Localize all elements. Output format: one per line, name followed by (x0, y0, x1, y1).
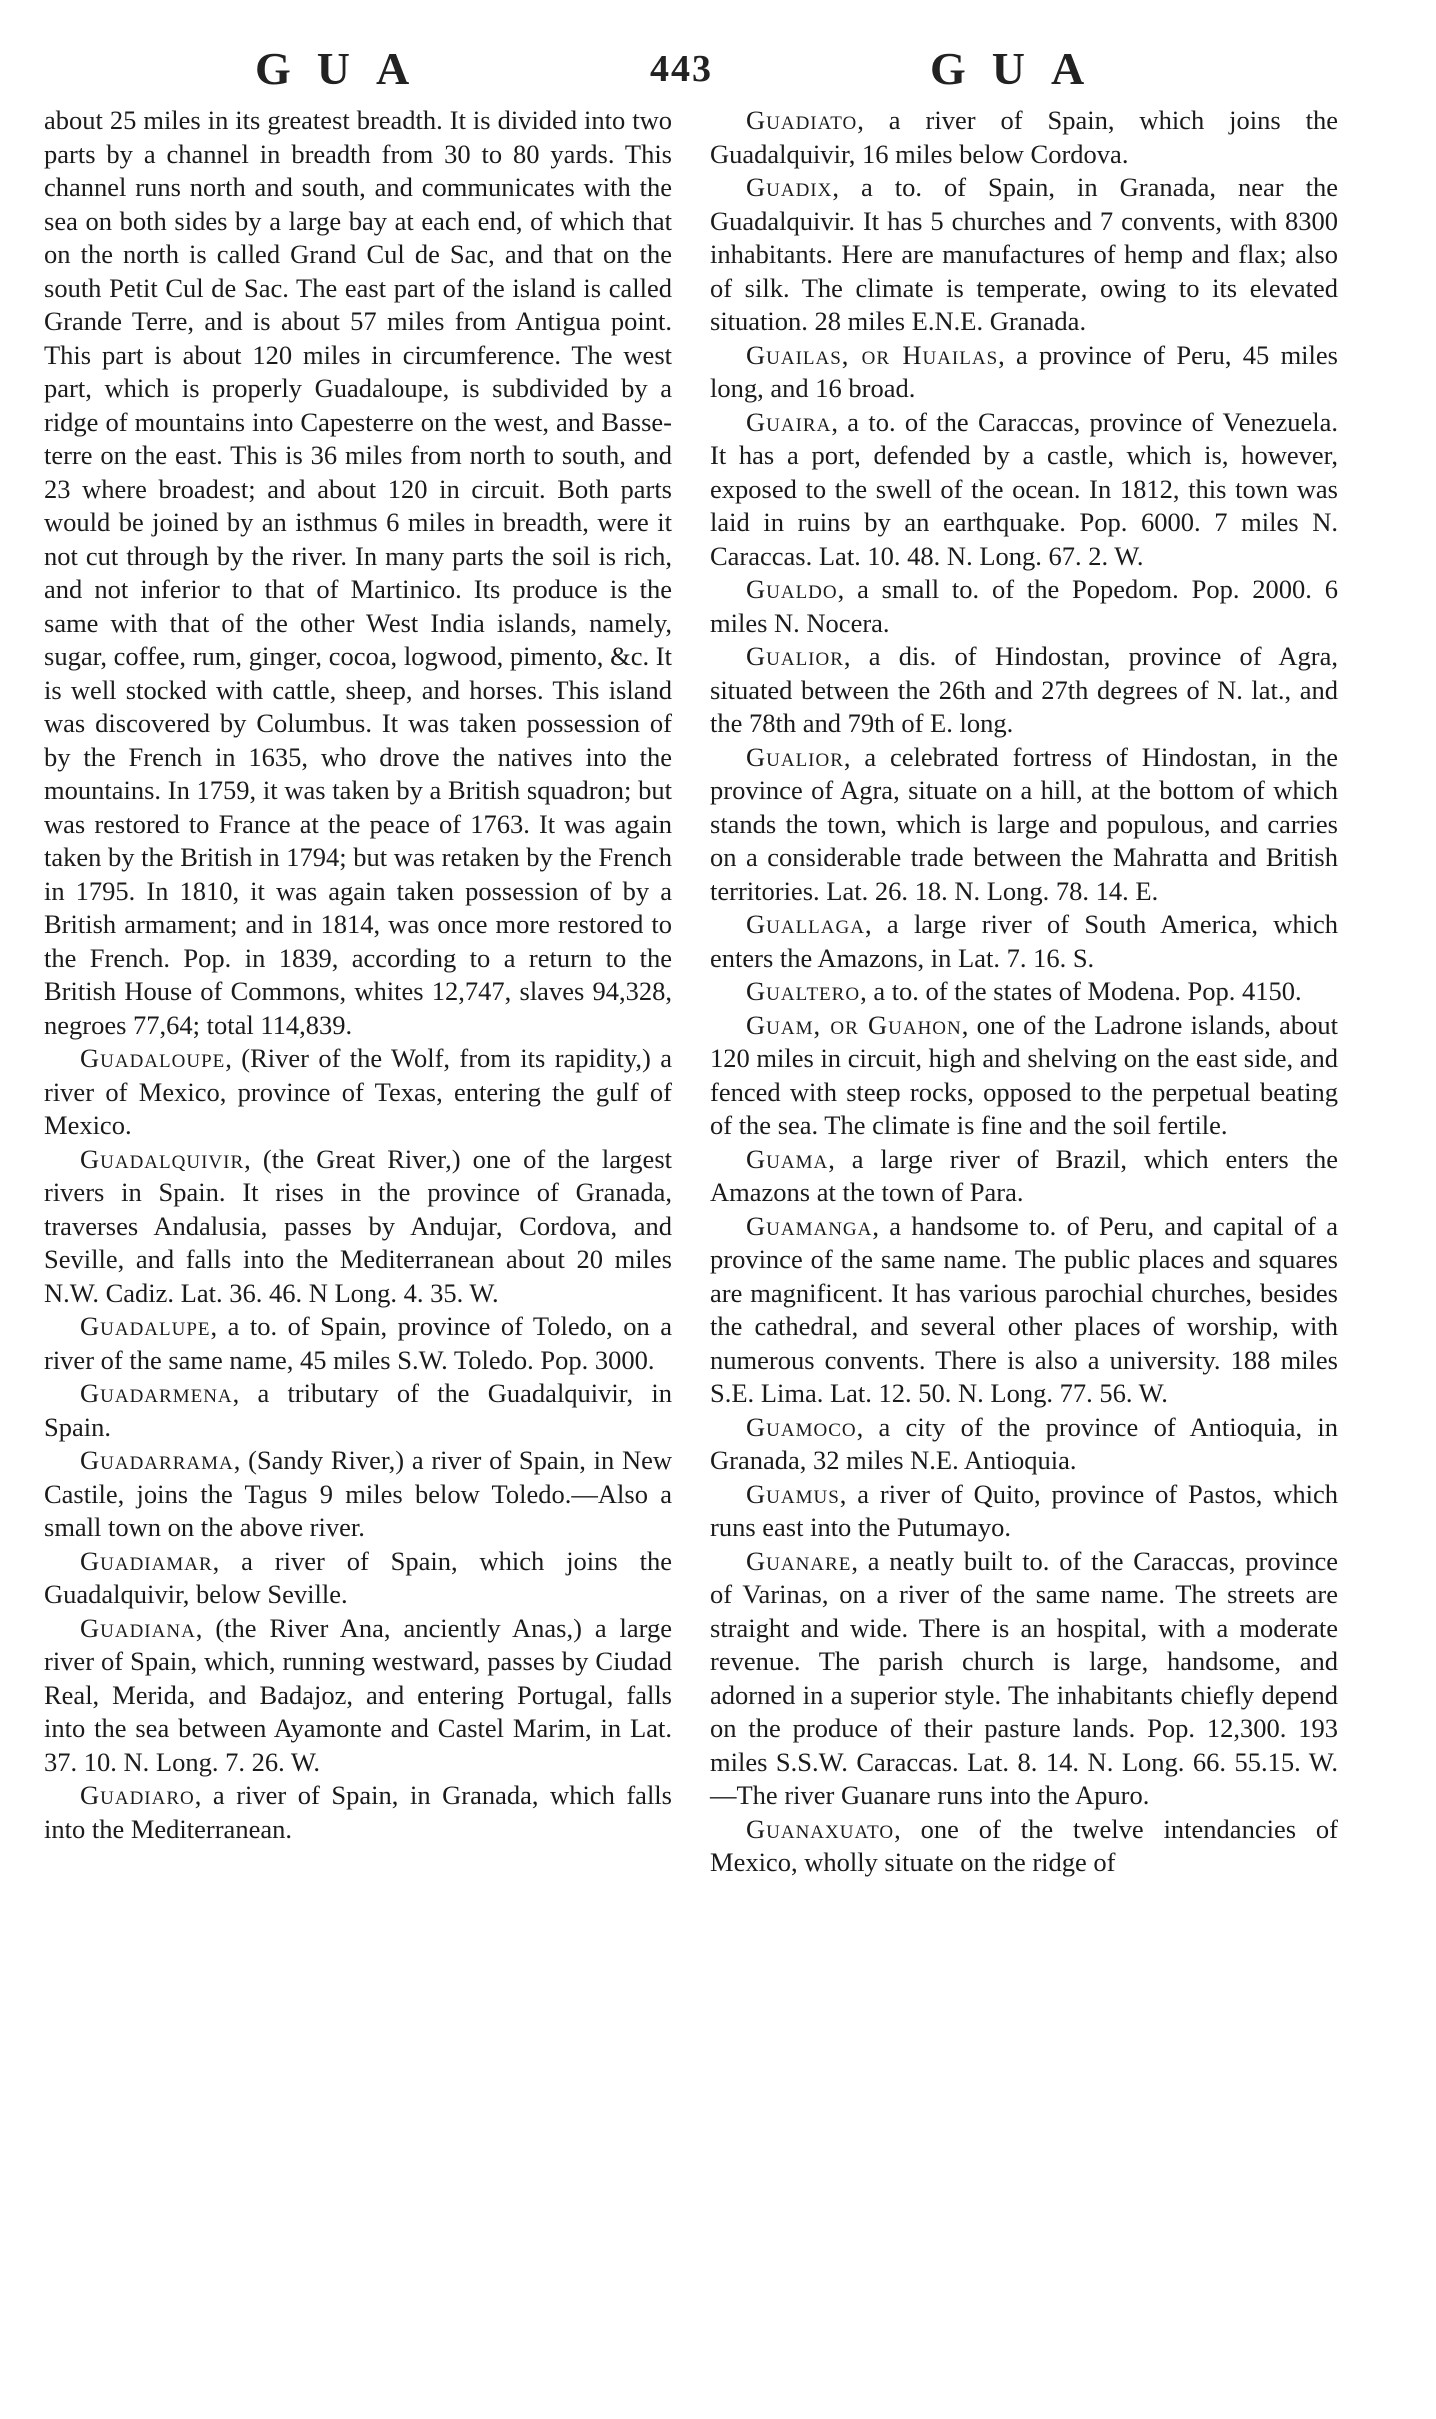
dictionary-entry (710, 171, 1338, 339)
entry-body: , a river of Spain, which joins the Guadalquivir, 16 miles below Cordova. (710, 105, 1338, 169)
running-header (0, 44, 1436, 94)
entry-headword: Gualdo (746, 574, 838, 604)
left-column (44, 104, 672, 1846)
dictionary-entry (710, 104, 1338, 171)
entry-headword: Guamanga (746, 1210, 873, 1241)
entry-headword: Guama (746, 1143, 829, 1174)
entry-body: , a large river of Brazil, which enters the Amazons at the town of Para. (710, 1143, 1338, 1207)
dictionary-entry (44, 1779, 672, 1846)
dictionary-entry (710, 1143, 1338, 1210)
entry-headword: Guanaxuato (746, 1813, 895, 1844)
entry-headword: Guailas, or Huailas (746, 339, 999, 370)
dictionary-entry (710, 1210, 1338, 1411)
entry-body: , a to. of the states of Modena. Pop. 4150. (860, 976, 1302, 1006)
dictionary-entry (710, 573, 1338, 640)
entry-body: , a to. of the Caraccas, province of Venezuela. It has a port, defended by a castle, which is, however, exposed to the swell of the ocean. In 1812, this town was laid in ruins by an earthquake. Pop. 6000. 7 miles N. Caraccas. Lat. 10. 48. N. Long. 67. 2. W. (710, 406, 1338, 571)
entry-headword: Guaira (746, 406, 832, 437)
entry-headword: Guadiana (80, 1612, 196, 1643)
entry-headword: Guadiaro (80, 1780, 195, 1810)
entry-body: , a province of Peru, 45 miles long, and 16 broad. (710, 339, 1338, 403)
entry-body: , one of the twelve intendancies of Mexico, wholly situate on the ridge of (710, 1813, 1338, 1877)
entry-body: , a tributary of the Guadalquivir, in Spain. (44, 1378, 672, 1442)
entry-body: , a large river of South America, which enters the Amazons, in Lat. 7. 16. S. (710, 909, 1338, 973)
header-left-guide-word: GUA (255, 43, 436, 94)
entry-continuation (44, 104, 672, 1042)
dictionary-entry (44, 1377, 672, 1444)
entry-headword: Guamoco (746, 1411, 857, 1442)
entry-body: , one of the Ladrone islands, about 120 miles in circuit, high and shelving on the east side, and fenced with steep rocks, opposed to the perpetual beating of the sea. The climate is fine and the soil fertile. (710, 1009, 1338, 1140)
dictionary-entry (710, 741, 1338, 909)
entry-body: , a river of Spain, in Granada, which falls into the Mediterranean. (44, 1780, 672, 1844)
entry-headword: Gualtero (746, 976, 861, 1006)
entry-body: , (the Great River,) one of the largest rivers in Spain. It rises in the province of Granada, traverses Andalusia, passes by Andujar, Cordova, and Seville, and falls into the Mediterranean about 20 miles N.W. Cadiz. Lat. 36. 46. N Long. 4. 35. W. (44, 1143, 672, 1308)
entry-headword: Guadarrama (80, 1445, 234, 1475)
entry-headword: Guamus (746, 1478, 840, 1509)
entry-body: , a small to. of the Popedom. Pop. 2000. 6 miles N. Nocera. (710, 574, 1338, 638)
dictionary-entry (710, 1478, 1338, 1545)
entry-headword: Guadalupe (80, 1311, 211, 1341)
entry-headword: Guanare (746, 1545, 852, 1576)
dictionary-entry (710, 1813, 1338, 1880)
dictionary-entry (710, 339, 1338, 406)
entry-body: , a to. of Spain, in Granada, near the Guadalquivir. It has 5 churches and 7 convents, with 8300 inhabitants. Here are manufactures of hemp and flax; also of silk. The climate is temperate, owing to its elevated situation. 28 miles E.N.E. Granada. (710, 172, 1338, 336)
dictionary-entry (44, 1042, 672, 1143)
entry-headword: Guadalquivir (80, 1143, 245, 1174)
entry-body: , a dis. of Hindostan, province of Agra, situated between the 26th and 27th degrees of N. lat., and the 78th and 79th of E. long. (710, 641, 1338, 738)
entry-body: , a to. of Spain, province of Toledo, on a river of the same name, 45 miles S.W. Toledo. Pop. 3000. (44, 1311, 672, 1375)
right-column (710, 104, 1338, 1880)
entry-headword: Guadarmena (80, 1378, 233, 1408)
entry-headword: Guadiamar (80, 1545, 213, 1576)
header-right-guide-word: GUA (930, 43, 1111, 94)
dictionary-entry (44, 1143, 672, 1311)
dictionary-entry (710, 1009, 1338, 1143)
entry-headword: Guadaloupe (80, 1043, 226, 1073)
dictionary-entry (710, 908, 1338, 975)
entry-body: , (River of the Wolf, from its rapidity,) a river of Mexico, province of Texas, entering the gulf of Mexico. (44, 1043, 672, 1140)
entry-headword: Gualior (746, 741, 844, 772)
entry-body: , a handsome to. of Peru, and capital of a province of the same name. The public places and squares are magnificent. It has various parochial churches, besides the cathedral, and several other places of worship, with numerous convents. There is also a university. 188 miles S.E. Lima. Lat. 12. 50. N. Long. 77. 56. W. (710, 1210, 1338, 1408)
dictionary-entry (710, 406, 1338, 574)
entry-headword: Guam, or Guahon (746, 1009, 962, 1040)
entry-headword: Guadix (746, 172, 833, 202)
entry-body: , a celebrated fortress of Hindostan, in the province of Agra, situate on a hill, at the bottom of which stands the town, which is large and populous, and carries on a considerable trade between the Mahratta and British territories. Lat. 26. 18. N. Long. 78. 14. E. (710, 741, 1338, 906)
dictionary-entry (44, 1545, 672, 1612)
entry-body: about 25 miles in its greatest breadth. It is divided into two parts by a channel in breadth from 30 to 80 yards. This channel runs north and south, and communicates with the sea on both sides by a large bay at each end, of which that on the north is called Grand Cul de Sac, and that on the south Petit Cul de Sac. The east part of the island is called Grande Terre, and is about 57 miles from Antigua point. This part is about 120 miles in circumference. The west part, which is properly Guadaloupe, is subdivided by a ridge of mountains into Capesterre on the west, and Basse-terre on the east. This is 36 miles from north to south, and 23 where broadest; and about 120 in circuit. Both parts would be joined by an isthmus 6 miles in breadth, were it not cut through by the river. In many parts the soil is rich, and not inferior to that of Martinico. Its produce is the same with that of the other West India islands, namely, sugar, coffee, rum, ginger, cocoa, logwood, pimento, &c. It is well stocked with cattle, sheep, and horses. This island was discovered by Columbus. It was taken possession of by the French in 1635, who drove the natives into the mountains. In 1759, it was taken by a British squadron; but was restored to France at the peace of 1763. It was again taken by the British in 1794; but was retaken by the French in 1795. In 1810, it was again taken possession of by a British armament; and in 1814, was once more restored to the French. Pop. in 1839, according to a return to the British House of Commons, whites 12,747, slaves 94,328, negroes 77,64; total 114,839. (44, 105, 672, 1040)
entry-headword: Guadiato (746, 105, 858, 135)
entry-body: , a city of the province of Antioquia, in Granada, 32 miles N.E. Antioquia. (710, 1411, 1338, 1475)
entry-body: , a river of Quito, province of Pastos, which runs east into the Putumayo. (710, 1478, 1338, 1542)
entry-headword: Guallaga (746, 909, 865, 939)
page-number: 443 (650, 48, 713, 90)
entry-headword: Gualior (746, 641, 844, 671)
dictionary-entry (44, 1612, 672, 1780)
dictionary-entry (710, 975, 1338, 1009)
dictionary-entry (710, 1411, 1338, 1478)
dictionary-entry (710, 1545, 1338, 1813)
entry-body: , (Sandy River,) a river of Spain, in New Castile, joins the Tagus 9 miles below Toledo.—Also a small town on the above river. (44, 1445, 672, 1542)
entry-body: , a river of Spain, which joins the Guadalquivir, below Seville. (44, 1545, 672, 1609)
dictionary-entry (44, 1444, 672, 1545)
entry-body: , a neatly built to. of the Caraccas, province of Varinas, on a river of the same name. The streets are straight and wide. There is an hospital, with a moderate revenue. The parish church is large, handsome, and adorned in a superior style. The inhabitants chiefly depend on the produce of their pasture lands. Pop. 12,300. 193 miles S.S.W. Caraccas. Lat. 8. 14. N. Long. 66. 55.15. W. —The river Guanare runs into the Apuro. (710, 1545, 1338, 1810)
dictionary-entry (44, 1310, 672, 1377)
dictionary-entry (710, 640, 1338, 741)
entry-body: , (the River Ana, anciently Anas,) a large river of Spain, which, running westward, passes by Ciudad Real, Merida, and Badajoz, and entering Portugal, falls into the sea between Ayamonte and Castel Marim, in Lat. 37. 10. N. Long. 7. 26. W. (44, 1612, 672, 1777)
